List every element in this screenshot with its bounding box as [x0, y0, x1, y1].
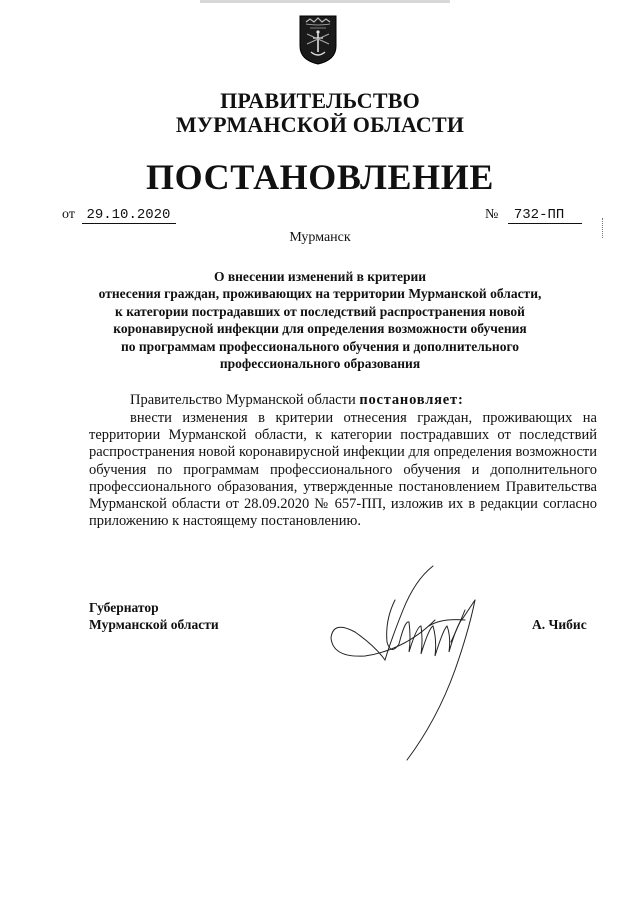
date-value: 29.10.2020	[82, 207, 176, 224]
coat-of-arms-icon	[298, 14, 338, 66]
resolution-paragraph: внести изменения в критерии отнесения граждан, проживающих на территории Мурманской области, к категории пострадавших от последствий распространения новой коронавирусной инфекции для определения возможности обучения по программам профессионального обучения и дополнительного профессионального образования, утвержденные постановлением Правительства Мурманской области от 28.09.2020 № 657-ПП, изложив их в редакции согласно приложению к настоящему постановлению.	[89, 410, 597, 530]
signatory-title	[89, 599, 219, 633]
handwritten-signature	[325, 560, 505, 770]
preamble-text: Правительство Мурманской области	[130, 392, 356, 408]
preamble-action: постановляет:	[359, 392, 464, 408]
subject-line: отнесения граждан, проживающих на территории Мурманской области,	[98, 286, 542, 302]
subject-line: О внесении изменений в критерии	[213, 269, 427, 284]
city-name: Мурманск	[289, 230, 351, 245]
document-number	[485, 207, 582, 224]
document-subject	[60, 268, 580, 372]
subject-line: коронавирусной инфекции для определения возможности обучения	[113, 321, 527, 337]
preamble	[130, 392, 464, 409]
government-title-line1: ПРАВИТЕЛЬСТВО	[220, 88, 420, 113]
subject-line: профессионального образования	[219, 356, 421, 372]
number-value: 732-ПП	[508, 207, 582, 224]
number-prefix: №	[485, 207, 499, 222]
subject-line: к категории пострадавших от последствий распространения новой	[115, 303, 525, 319]
signatory-title-line1: Губернатор	[89, 600, 159, 615]
government-title-line2: МУРМАНСКОЙ ОБЛАСТИ	[175, 112, 465, 137]
subject-line: по программам профессионального обучения и дополнительного	[121, 338, 519, 354]
document-date	[62, 207, 176, 224]
date-prefix: от	[62, 207, 75, 222]
signatory-title-line2: Мурманской области	[89, 617, 219, 632]
signatory-name: А. Чибис	[532, 617, 587, 632]
scan-top-mark	[200, 0, 450, 3]
document-type-title: ПОСТАНОВЛЕНИЕ	[146, 157, 494, 197]
